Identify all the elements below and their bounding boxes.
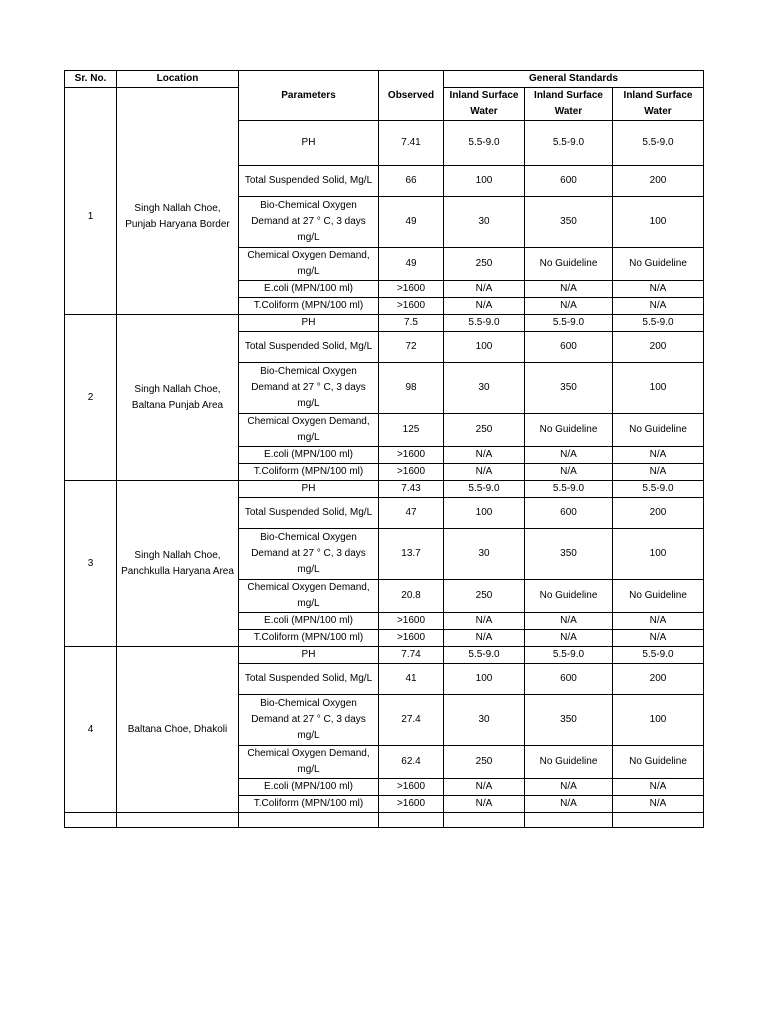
empty-cell [613,813,704,828]
standard-cell: 5.5-9.0 [613,481,704,498]
standard-cell: N/A [444,281,525,298]
standard-cell: 200 [613,166,704,197]
standard-cell: 100 [444,332,525,363]
parameter-cell: E.coli (MPN/100 ml) [239,447,379,464]
standard-cell: N/A [525,796,613,813]
standard-cell: N/A [444,298,525,315]
standard-cell: 350 [525,363,613,414]
observed-cell: 20.8 [379,580,444,613]
standard-cell: N/A [613,630,704,647]
standard-cell: 5.5-9.0 [444,315,525,332]
parameter-cell: Chemical Oxygen Demand, mg/L [239,248,379,281]
standard-cell: N/A [525,630,613,647]
standard-cell: 30 [444,197,525,248]
standard-cell: 5.5-9.0 [613,315,704,332]
parameter-cell: E.coli (MPN/100 ml) [239,281,379,298]
standard-cell: N/A [613,464,704,481]
empty-row [65,813,704,828]
observed-cell: 7.74 [379,647,444,664]
sr-no-cell: 4 [65,647,117,813]
observed-cell: >1600 [379,796,444,813]
parameters-header: Parameters [239,71,379,121]
standard-cell: N/A [525,298,613,315]
location-cell: Singh Nallah Choe, Punjab Haryana Border [117,121,239,315]
standard-col-header: Inland Surface Water [613,88,704,121]
standard-cell: 5.5-9.0 [444,481,525,498]
standard-cell: N/A [525,779,613,796]
standard-cell: N/A [613,281,704,298]
standard-cell: 5.5-9.0 [525,121,613,166]
observed-cell: 7.41 [379,121,444,166]
standard-cell: N/A [613,447,704,464]
parameter-cell: Chemical Oxygen Demand, mg/L [239,746,379,779]
observed-cell: >1600 [379,447,444,464]
empty-cell [117,813,239,828]
standard-cell: 30 [444,529,525,580]
standard-cell: N/A [525,464,613,481]
standard-cell: N/A [525,447,613,464]
observed-cell: >1600 [379,298,444,315]
parameter-cell: Bio-Chemical Oxygen Demand at 27 ° C, 3 days mg/L [239,529,379,580]
standard-cell: No Guideline [613,580,704,613]
empty-cell [379,813,444,828]
parameter-cell: T.Coliform (MPN/100 ml) [239,298,379,315]
observed-cell: >1600 [379,779,444,796]
standard-cell: 100 [613,197,704,248]
parameter-cell: Total Suspended Solid, Mg/L [239,664,379,695]
standard-cell: 350 [525,197,613,248]
parameter-cell: T.Coliform (MPN/100 ml) [239,464,379,481]
observed-cell: 49 [379,197,444,248]
standard-cell: 200 [613,664,704,695]
observed-cell: 7.5 [379,315,444,332]
table-row [65,121,704,166]
standard-cell: N/A [613,779,704,796]
table-body [65,121,704,828]
standard-cell: No Guideline [525,248,613,281]
standard-cell: 5.5-9.0 [525,647,613,664]
observed-cell: 47 [379,498,444,529]
standard-cell: 5.5-9.0 [613,647,704,664]
standard-cell: 200 [613,498,704,529]
parameter-cell: PH [239,121,379,166]
parameter-cell: E.coli (MPN/100 ml) [239,779,379,796]
standard-cell: No Guideline [525,746,613,779]
table-row [65,481,704,498]
observed-cell: >1600 [379,630,444,647]
standard-cell: 30 [444,695,525,746]
parameter-cell: T.Coliform (MPN/100 ml) [239,630,379,647]
location-cell: Singh Nallah Choe, Panchkulla Haryana Area [117,481,239,647]
standard-cell: 5.5-9.0 [525,481,613,498]
standard-cell: 350 [525,529,613,580]
standard-cell: 600 [525,332,613,363]
standard-cell: N/A [444,630,525,647]
parameter-cell: Bio-Chemical Oxygen Demand at 27 ° C, 3 days mg/L [239,363,379,414]
parameter-cell: Total Suspended Solid, Mg/L [239,332,379,363]
location-cell: Baltana Choe, Dhakoli [117,647,239,813]
standard-cell: 5.5-9.0 [444,121,525,166]
parameter-cell: PH [239,315,379,332]
parameter-cell: Total Suspended Solid, Mg/L [239,498,379,529]
standard-cell: 100 [613,695,704,746]
empty-cell [65,813,117,828]
standard-cell: 30 [444,363,525,414]
standard-cell: 100 [444,664,525,695]
standard-cell: 350 [525,695,613,746]
location-cell: Singh Nallah Choe, Baltana Punjab Area [117,315,239,481]
observed-cell: 98 [379,363,444,414]
observed-cell: 125 [379,414,444,447]
parameter-cell: E.coli (MPN/100 ml) [239,613,379,630]
sr-no-cell: 1 [65,121,117,315]
observed-cell: >1600 [379,281,444,298]
parameter-cell: PH [239,647,379,664]
parameter-cell: Bio-Chemical Oxygen Demand at 27 ° C, 3 days mg/L [239,695,379,746]
sr-no-cell: 2 [65,315,117,481]
standard-cell: 100 [613,529,704,580]
parameter-cell: Chemical Oxygen Demand, mg/L [239,414,379,447]
observed-cell: 27.4 [379,695,444,746]
parameter-cell: Bio-Chemical Oxygen Demand at 27 ° C, 3 days mg/L [239,197,379,248]
parameter-cell: Chemical Oxygen Demand, mg/L [239,580,379,613]
observed-cell: 62.4 [379,746,444,779]
standard-cell: 5.5-9.0 [525,315,613,332]
standard-cell: No Guideline [613,414,704,447]
observed-header: Observed [379,71,444,121]
standard-cell: N/A [444,464,525,481]
observed-cell: >1600 [379,613,444,630]
observed-cell: 13.7 [379,529,444,580]
standard-cell: N/A [444,447,525,464]
standard-cell: 250 [444,580,525,613]
water-quality-table [64,70,704,828]
observed-cell: 66 [379,166,444,197]
standard-cell: 250 [444,248,525,281]
empty-cell [239,813,379,828]
empty-cell [525,813,613,828]
general-standards-header: General Standards [444,71,704,88]
standard-cell: No Guideline [613,248,704,281]
parameter-cell: Total Suspended Solid, Mg/L [239,166,379,197]
observed-cell: 49 [379,248,444,281]
standard-cell: 5.5-9.0 [613,121,704,166]
observed-cell: 7.43 [379,481,444,498]
standard-cell: N/A [525,281,613,298]
location-header: Location [117,71,239,88]
standard-col-header: Inland Surface Water [525,88,613,121]
standard-cell: 600 [525,166,613,197]
standard-cell: N/A [444,796,525,813]
header-spacer [65,88,117,121]
standard-cell: 600 [525,498,613,529]
header-spacer [117,88,239,121]
parameter-cell: PH [239,481,379,498]
standard-col-header: Inland Surface Water [444,88,525,121]
standard-cell: N/A [613,298,704,315]
table-row [65,315,704,332]
standard-cell: No Guideline [613,746,704,779]
empty-cell [444,813,525,828]
sr-no-cell: 3 [65,481,117,647]
standard-cell: 100 [613,363,704,414]
standard-cell: No Guideline [525,414,613,447]
standard-cell: 100 [444,166,525,197]
observed-cell: 72 [379,332,444,363]
observed-cell: >1600 [379,464,444,481]
standard-cell: 250 [444,414,525,447]
standard-cell: N/A [444,613,525,630]
standard-cell: N/A [613,613,704,630]
standard-cell: No Guideline [525,580,613,613]
standard-cell: 100 [444,498,525,529]
standard-cell: N/A [444,779,525,796]
parameter-cell: T.Coliform (MPN/100 ml) [239,796,379,813]
standard-cell: 250 [444,746,525,779]
standard-cell: N/A [613,796,704,813]
table-row [65,647,704,664]
standard-cell: 200 [613,332,704,363]
standard-cell: 600 [525,664,613,695]
standard-cell: 5.5-9.0 [444,647,525,664]
observed-cell: 41 [379,664,444,695]
sr-no-header: Sr. No. [65,71,117,88]
standard-cell: N/A [525,613,613,630]
